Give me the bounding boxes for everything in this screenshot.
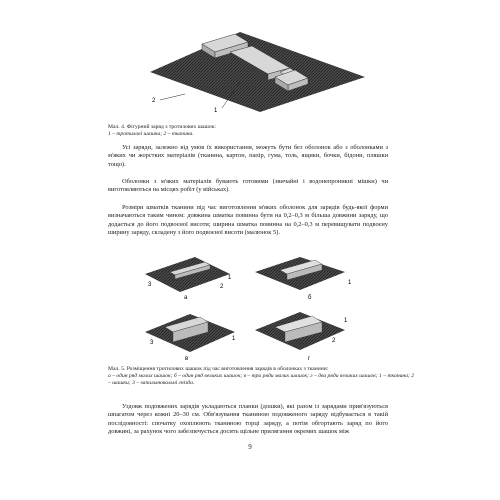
- panel-a-letter: а: [184, 295, 188, 301]
- panel-b-label-1: 1: [348, 280, 352, 286]
- figure-5-caption: [108, 366, 418, 388]
- figure-4-label-1: 1: [214, 108, 218, 114]
- panel-a-label-2: 2: [220, 284, 224, 290]
- cloth-sheet: [150, 32, 365, 112]
- panel-b-letter: б: [308, 295, 312, 301]
- panel-d: [255, 312, 348, 362]
- panel-a: [145, 257, 232, 301]
- panel-c-label-1: 1: [232, 336, 236, 342]
- panel-c-letter: в: [185, 356, 189, 362]
- figure-4-caption-title: Мал. 4. Фігурний заряд з тротилових шашок:: [108, 124, 216, 130]
- figure-4-caption: [108, 124, 418, 138]
- panel-d-label-2: 2: [332, 338, 336, 344]
- figure-4-label-2: 2: [152, 98, 156, 104]
- panel-a-label-3: 3: [148, 282, 152, 288]
- panel-b: [255, 257, 352, 301]
- figure-5-caption-legend: а – один ряд малих шашок; б – один ряд великих шашок; в – три ряди малих шашок; г – два ряди великих шашок; 1 – тканина; 2 – шашки; 3 – запальнювальні гнізда.: [108, 373, 415, 387]
- page-number: 9: [248, 443, 252, 451]
- panel-d-label-1: 1: [344, 318, 348, 324]
- figure-4-caption-legend: 1 – тротилові шашки; 2 – тканина.: [108, 131, 194, 138]
- figure-5-caption-title: Мал. 5. Розміщення тротилових шашок під час виготовлення зарядів в оболонках з тканини:: [108, 366, 329, 372]
- paragraph-3: Розміри шматків тканини під час виготовлення м'яких оболонок для зарядів будь-якої форми визначаються таким чином: довжина шматка повинна бути на 0,2–0,3 м більша довжини заряду, що додається до його подвоєної висоти; ширина шматка повинна на 0,2–0,3 м перевищувати подвоєну ширину заряду, складену з його подвоєної висоти (малюнок 5).: [108, 204, 388, 236]
- panel-c: [145, 314, 236, 362]
- panel-d-letter: г: [308, 356, 311, 362]
- paragraph-2: Оболонки з м'яких матеріалів бувають готовими (звичайні і водонепроникні мішки) чи виготовляються на місцях робіт (у військах).: [108, 178, 388, 194]
- figure-4-illustration: [140, 22, 370, 114]
- paragraph-1: Усі заряди, залежно від умов їх використання, можуть бути без оболонок або з оболонками з м'яких чи жорстких матеріалів (тканина, картон, папір, гума, толь, ящики, бочки, бідони, пляшки тощо).: [108, 144, 388, 168]
- paragraph-4: Уздовж подовжених зарядів укладаються планки (дошки), які разом із зарядами прив'язуються шпагатом через кожні 20–30 см. Обв'язування тканиною подовженого заряду відбувається в такій послідовності: спочатку охоплюють тканиною торці заряду, а потім обгортають заряд по його довжині, за рахунок чого забезпечується досить щільне прилягання окремих шашок між: [108, 403, 388, 435]
- panel-a-label-1: 1: [228, 275, 232, 281]
- figure-5-illustration: [140, 252, 360, 362]
- panel-c-label-3: 3: [150, 340, 154, 346]
